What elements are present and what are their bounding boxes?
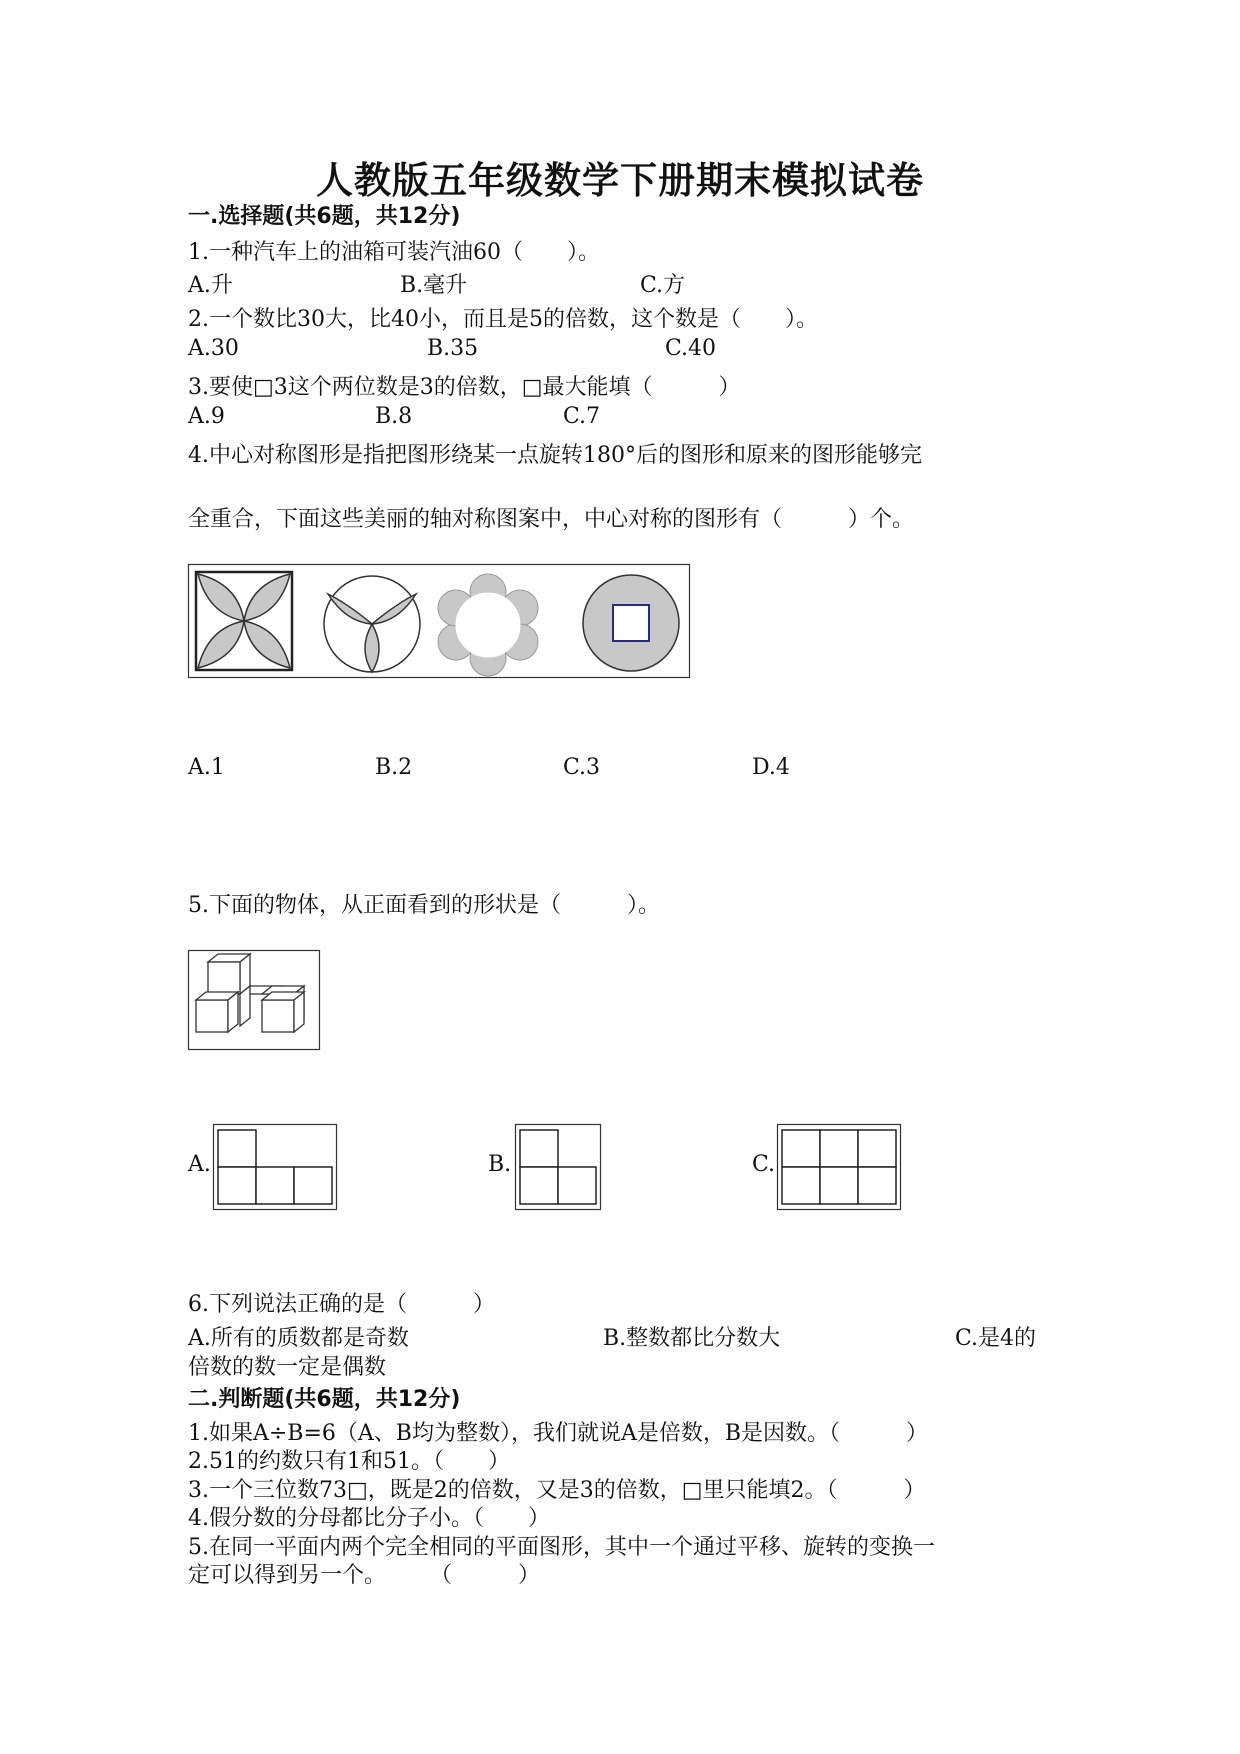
- three-petal-circle-pattern: [324, 576, 420, 672]
- question-6: 6.下列说法正确的是（ ）: [188, 1292, 495, 1317]
- q5-option-b-figure[interactable]: [515, 1124, 601, 1210]
- q2-option-a[interactable]: A.30: [188, 336, 239, 361]
- q1-option-b[interactable]: B.毫升: [400, 273, 468, 298]
- coin-square-hole-pattern: [583, 575, 679, 671]
- judgement-item-3: 3.一个三位数73□，既是2的倍数，又是3的倍数，□里只能填2。（ ）: [188, 1478, 926, 1503]
- q6-option-c[interactable]: C.是4的: [955, 1326, 1037, 1351]
- q4-option-a[interactable]: A.1: [188, 755, 225, 780]
- q2-option-b[interactable]: B.35: [427, 336, 479, 361]
- judgement-item-5-line1: 5.在同一平面内两个完全相同的平面图形，其中一个通过平移、旋转的变换一: [188, 1535, 935, 1560]
- q1-option-c[interactable]: C.方: [640, 273, 686, 298]
- section-heading-judgement: 二.判断题(共6题，共12分): [188, 1387, 461, 1412]
- q5-option-a-figure[interactable]: [213, 1124, 337, 1210]
- question-4-line1: 4.中心对称图形是指把图形绕某一点旋转180°后的图形和原来的图形能够完: [188, 443, 922, 468]
- q4-option-c[interactable]: C.3: [563, 755, 601, 780]
- q4-option-d[interactable]: D.4: [752, 755, 790, 780]
- cube-stack-figure: [188, 950, 320, 1050]
- question-2: 2.一个数比30大，比40小，而且是5的倍数，这个数是（ ）。: [188, 307, 818, 332]
- q3-option-b[interactable]: B.8: [375, 404, 413, 429]
- q5-option-a[interactable]: A.: [188, 1152, 211, 1177]
- question-1: 1.一种汽车上的油箱可装汽油60（ ）。: [188, 240, 600, 265]
- q5-option-c-figure[interactable]: [777, 1124, 901, 1210]
- question-3: 3.要使□3这个两位数是3的倍数，□最大能填（ ）: [188, 375, 741, 400]
- judgement-item-2: 2.51的约数只有1和51。（ ）: [188, 1449, 510, 1474]
- q6-option-a[interactable]: A.所有的质数都是奇数: [188, 1326, 409, 1351]
- q1-option-a[interactable]: A.升: [188, 273, 233, 298]
- page-title: 人教版五年级数学下册期末模拟试卷: [316, 159, 924, 202]
- judgement-item-5-line2: 定可以得到另一个。 （ ）: [188, 1563, 541, 1588]
- q5-option-c[interactable]: C.: [752, 1152, 776, 1177]
- q4-option-b[interactable]: B.2: [375, 755, 413, 780]
- q2-option-c[interactable]: C.40: [665, 336, 717, 361]
- four-petal-square-pattern: [196, 572, 292, 670]
- question-4-line2: 全重合，下面这些美丽的轴对称图案中，中心对称的图形有（ ）个。: [188, 507, 915, 532]
- q3-option-a[interactable]: A.9: [188, 404, 225, 429]
- judgement-item-4: 4.假分数的分母都比分子小。（ ）: [188, 1506, 550, 1531]
- q5-option-b[interactable]: B.: [488, 1152, 512, 1177]
- q3-option-c[interactable]: C.7: [563, 404, 601, 429]
- q6-option-c-continued: 倍数的数一定是偶数: [188, 1355, 387, 1380]
- judgement-item-1: 1.如果A÷B=6（A、B均为整数），我们就说A是倍数，B是因数。（ ）: [188, 1421, 929, 1446]
- symmetry-patterns-figure: [188, 564, 690, 678]
- question-5: 5.下面的物体，从正面看到的形状是（ ）。: [188, 893, 660, 918]
- section-heading-choice: 一.选择题(共6题，共12分): [188, 204, 461, 229]
- q6-option-b[interactable]: B.整数都比分数大: [603, 1326, 781, 1351]
